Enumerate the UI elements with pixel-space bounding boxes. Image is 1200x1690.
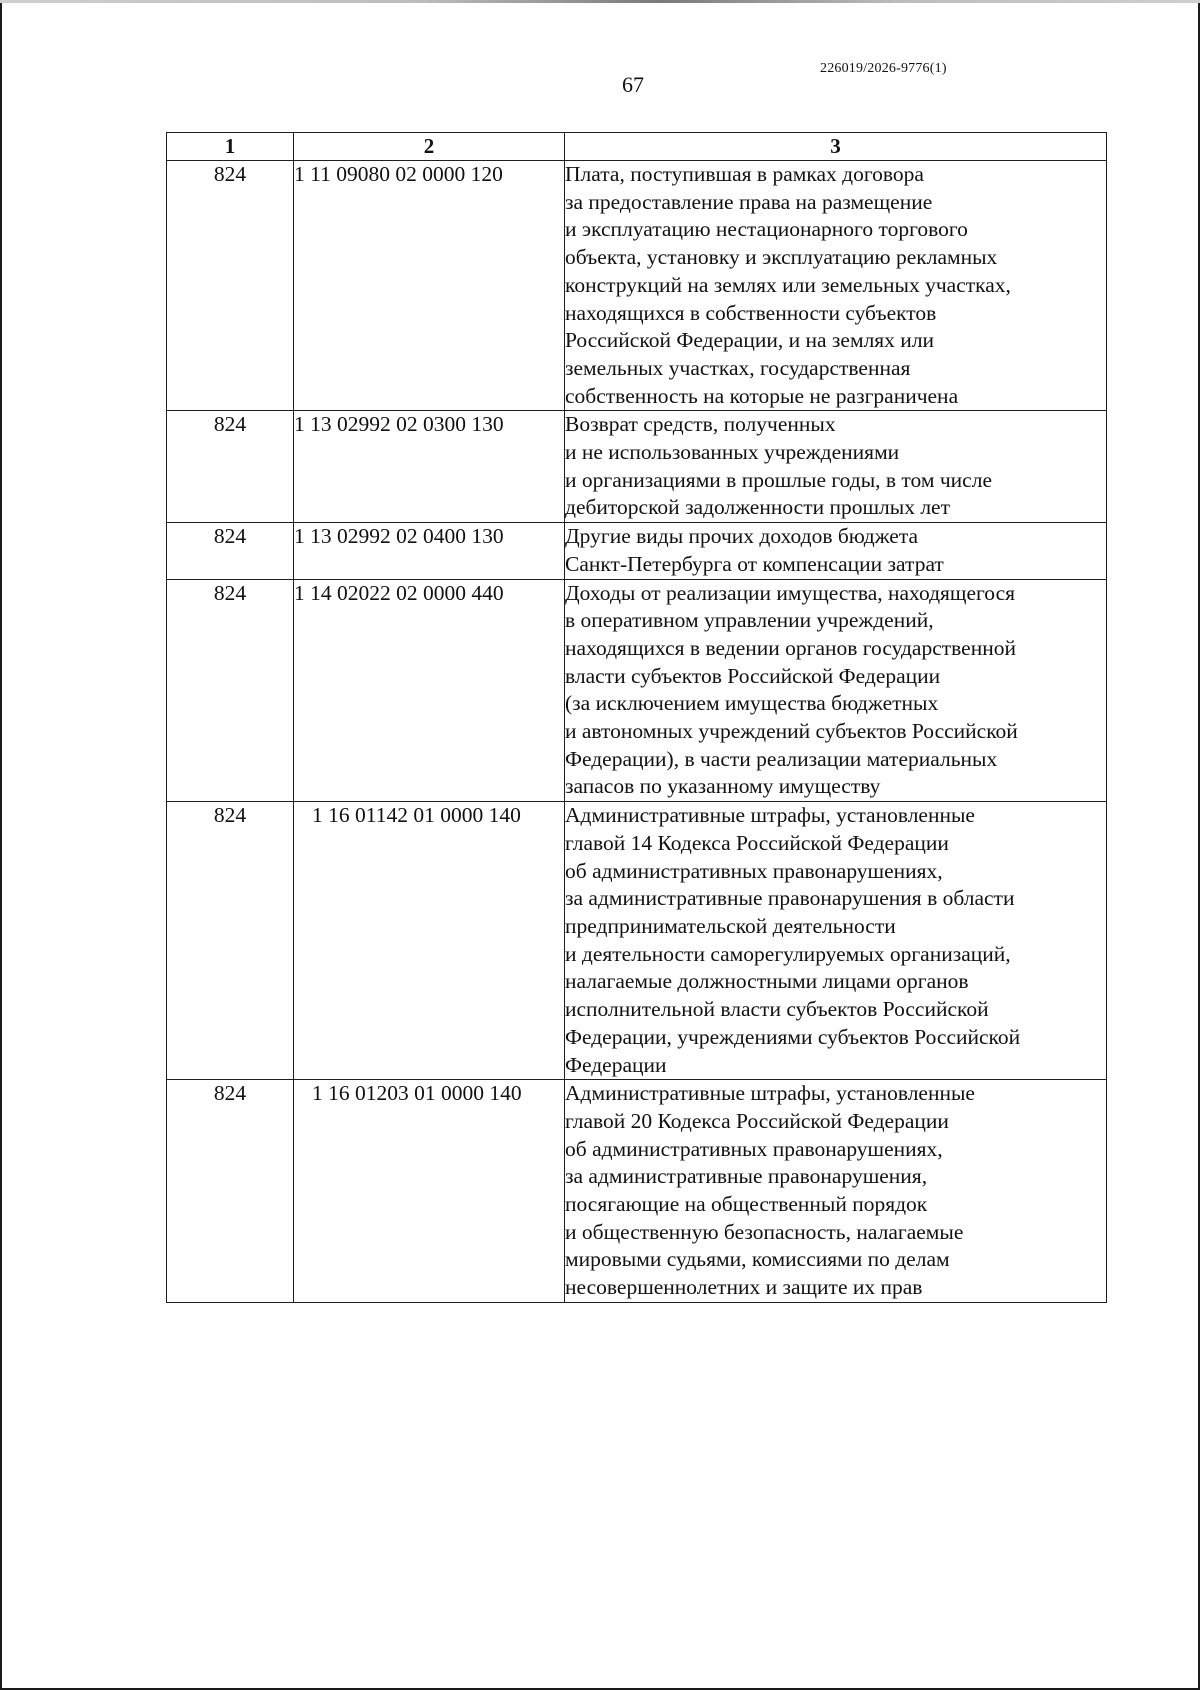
- column-header-2: 2: [294, 133, 565, 161]
- description-line: Административные штрафы, установленные: [565, 803, 975, 828]
- description-cell: [565, 1080, 1107, 1303]
- scan-edge: [0, 0, 1200, 3]
- table-row: [167, 579, 1107, 802]
- description-line: Санкт-Петербурга от компенсации затрат: [565, 551, 944, 576]
- description-line: находящихся в собственности субъектов: [565, 300, 937, 325]
- description-line: власти субъектов Российской Федерации: [565, 663, 941, 688]
- table-row: [167, 1080, 1107, 1303]
- description-line: налагаемые должностными лицами органов: [565, 969, 969, 994]
- budget-code-cell: 1 13 02992 02 0400 130: [294, 523, 565, 579]
- table-row: [167, 411, 1107, 523]
- description-line: за административные правонарушения в области: [565, 886, 1015, 911]
- header-row: [167, 133, 1107, 161]
- page-number: 67: [622, 72, 644, 97]
- description-line: об административных правонарушениях,: [565, 858, 943, 883]
- description-line: дебиторской задолженности прошлых лет: [565, 495, 950, 520]
- revenue-codes-table: [166, 132, 1107, 1303]
- description-cell: [565, 579, 1107, 802]
- description-line: Плата, поступившая в рамках договора: [565, 162, 924, 186]
- description-line: и автономных учреждений субъектов Российской: [565, 719, 1018, 744]
- description-line: Другие виды прочих доходов бюджета: [565, 524, 919, 549]
- description-line: и не использованных учреждениями: [565, 440, 900, 465]
- description-line: запасов по указанному имуществу: [565, 774, 881, 799]
- description-line: и эксплуатацию нестационарного торгового: [565, 217, 968, 242]
- description-line: конструкций на землях или земельных участках,: [565, 272, 1011, 297]
- description-line: об административных правонарушениях,: [565, 1136, 943, 1161]
- table-header: [167, 133, 1107, 161]
- description-line: и организациями в прошлые годы, в том числе: [565, 467, 992, 492]
- description-line: исполнительной власти субъектов Российской: [565, 997, 989, 1022]
- admin-code-cell: 824: [167, 161, 294, 411]
- description-line: находящихся в ведении органов государственной: [565, 635, 1016, 660]
- description-line: несовершеннолетних и защите их прав: [565, 1275, 923, 1300]
- admin-code-cell: 824: [167, 411, 294, 523]
- budget-code-cell: 1 14 02022 02 0000 440: [294, 579, 565, 802]
- column-header-1: 1: [167, 133, 294, 161]
- document-number: 226019/2026-9776(1): [820, 61, 947, 76]
- table-body: [167, 161, 1107, 1303]
- description-line: главой 14 Кодекса Российской Федерации: [565, 830, 949, 855]
- description-line: Административные штрафы, установленные: [565, 1081, 975, 1106]
- description-line: земельных участках, государственная: [565, 355, 911, 380]
- description-line: и деятельности саморегулируемых организаций,: [565, 941, 1011, 966]
- budget-code-cell: 1 13 02992 02 0300 130: [294, 411, 565, 523]
- description-line: Федерации: [565, 1052, 667, 1077]
- description-line: Возврат средств, полученных: [565, 412, 836, 437]
- description-line: Доходы от реализации имущества, находящегося: [565, 580, 1016, 605]
- description-cell: [565, 523, 1107, 579]
- description-line: объекта, установку и эксплуатацию рекламных: [565, 245, 998, 270]
- budget-code-cell: 1 16 01203 01 0000 140: [294, 1080, 565, 1303]
- budget-code-cell: 1 16 01142 01 0000 140: [294, 802, 565, 1080]
- description-line: Федерации, учреждениями субъектов Российской: [565, 1024, 1021, 1049]
- description-line: за предоставление права на размещение: [565, 189, 933, 214]
- description-line: главой 20 Кодекса Российской Федерации: [565, 1108, 949, 1133]
- description-line: (за исключением имущества бюджетных: [565, 691, 939, 716]
- table-row: [167, 161, 1107, 411]
- description-line: собственность на которые не разграничена: [565, 383, 959, 408]
- description-line: предпринимательской деятельности: [565, 913, 896, 938]
- admin-code-cell: 824: [167, 1080, 294, 1303]
- description-line: мировыми судьями, комиссиями по делам: [565, 1247, 950, 1272]
- description-line: Российской Федерации, и на землях или: [565, 328, 935, 353]
- budget-code-cell: 1 11 09080 02 0000 120: [294, 161, 565, 411]
- description-line: посягающие на общественный порядок: [565, 1192, 928, 1217]
- revenue-codes-table-container: [166, 132, 1106, 1303]
- description-cell: [565, 802, 1107, 1080]
- description-line: в оперативном управлении учреждений,: [565, 608, 934, 633]
- column-header-3: 3: [565, 133, 1107, 161]
- description-line: за административные правонарушения,: [565, 1164, 928, 1189]
- admin-code-cell: 824: [167, 523, 294, 579]
- table-row: [167, 802, 1107, 1080]
- admin-code-cell: 824: [167, 802, 294, 1080]
- description-cell: [565, 411, 1107, 523]
- description-line: и общественную безопасность, налагаемые: [565, 1219, 964, 1244]
- admin-code-cell: 824: [167, 579, 294, 802]
- description-line: Федерации), в части реализации материальных: [565, 746, 998, 771]
- description-cell: [565, 161, 1107, 411]
- table-row: [167, 523, 1107, 579]
